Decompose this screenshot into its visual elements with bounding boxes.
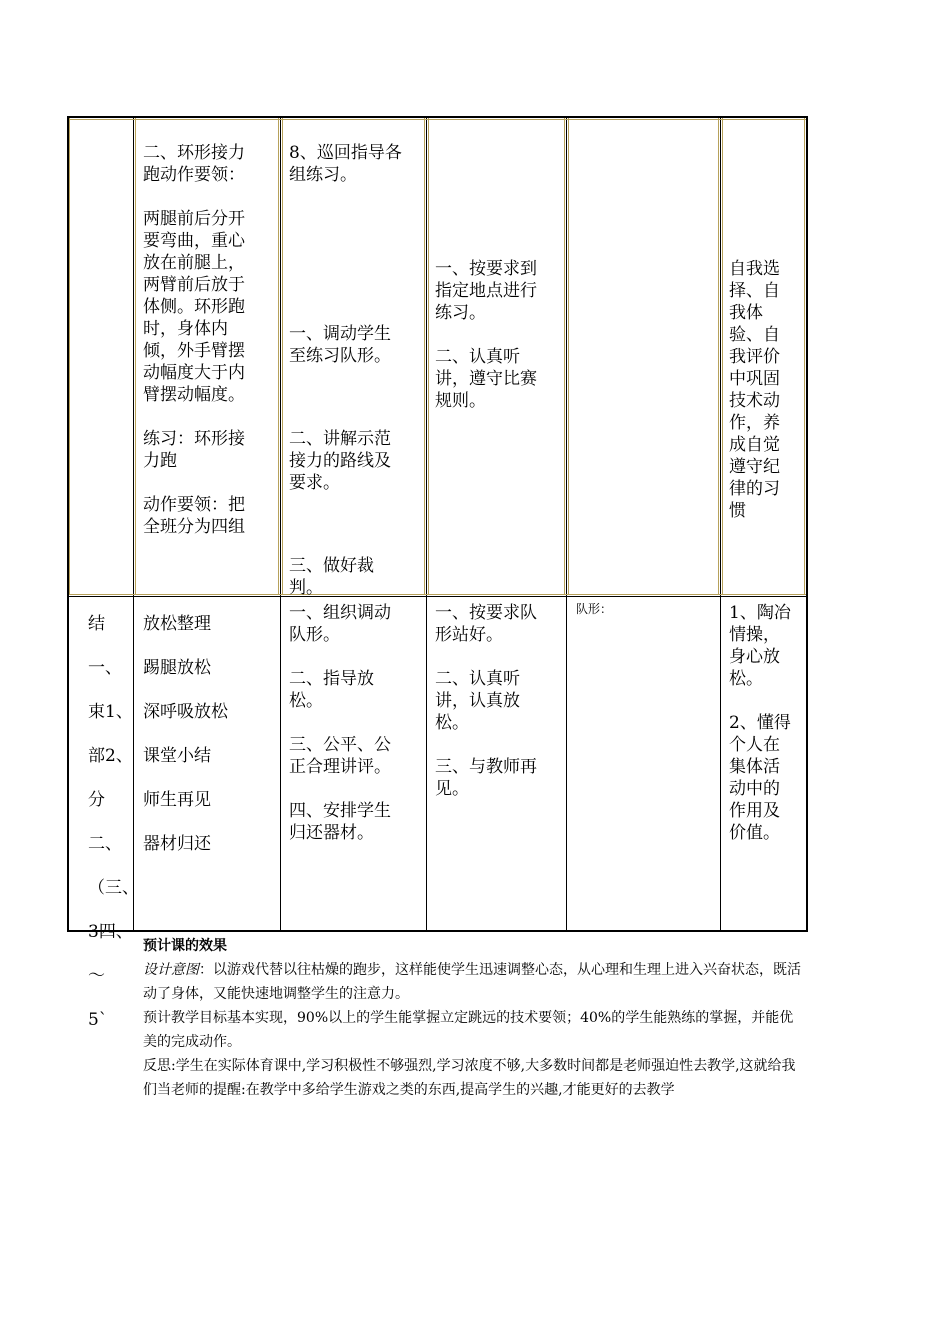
text-line: 价值。	[729, 823, 780, 843]
section-heading: 预计课的效果	[143, 938, 227, 954]
text-line: 部2、	[88, 746, 133, 766]
text-line: 规则。	[435, 391, 486, 411]
row1-gold-line	[69, 118, 70, 595]
row1-col3-item3	[289, 555, 424, 599]
text-line: 四、安排学生	[289, 801, 391, 821]
row1-col3-item1	[289, 323, 424, 367]
text-line: 形站好。	[435, 625, 503, 645]
text-line: 见。	[435, 779, 469, 799]
text-line: 二、认真听	[435, 347, 520, 367]
row1-gold-line	[718, 118, 719, 595]
text-line: 3四、	[88, 922, 133, 942]
design-intent-text: ：以游戏代替以往枯燥的跑步，这样能使学生迅速调整心态，从心理和生理上进入兴奋状态，既活动了身体，又能快速地调整学生的注意力。	[143, 962, 801, 1002]
row1-gold-line	[135, 118, 136, 595]
text-line: 择、自	[729, 281, 780, 301]
table-top-border	[67, 116, 808, 118]
text-line: 归还器材。	[289, 823, 374, 843]
text-line: 跑动作要领：	[143, 165, 245, 185]
row2-col3-content	[289, 602, 424, 844]
text-line: 遵守纪	[729, 457, 780, 477]
expectation-paragraph: 预计教学目标基本实现，90%以上的学生能掌握立定跳远的技术要领；40%的学生能熟练的掌握，并能优美的完成动作。	[143, 1010, 794, 1050]
text-line: 成自觉	[729, 435, 780, 455]
row1-col3-item8	[289, 142, 424, 186]
text-line: 2、懂得	[729, 713, 791, 733]
text-line: 一、按要求队	[435, 603, 537, 623]
row1-gold-line	[282, 118, 283, 595]
text-line: 队形。	[289, 625, 340, 645]
row1-col3-item2	[289, 428, 424, 494]
text-line: 组练习。	[289, 165, 357, 185]
text-line: ～	[88, 966, 105, 986]
text-line: 两臂前后放于	[143, 275, 245, 295]
text-line: 判。	[289, 578, 323, 598]
text-line: 一、按要求到	[435, 259, 537, 279]
text-line: 力跑	[143, 451, 177, 471]
text-line: 器材归还	[143, 834, 211, 854]
text-line: 动作要领：把	[143, 495, 245, 515]
row2-col1-content	[88, 602, 138, 1042]
text-line: 体侧。环形跑	[143, 297, 245, 317]
text-line: 律的习	[729, 479, 780, 499]
text-line: 臂摆动幅度。	[143, 385, 245, 405]
col-separator	[720, 118, 721, 930]
text-line: 指定地点进行	[435, 281, 537, 301]
row1-gold-line	[278, 118, 279, 595]
text-line: 两腿前后分开	[143, 209, 245, 229]
text-line: 8、巡回指导各	[289, 143, 402, 163]
text-line: 自我选	[729, 259, 780, 279]
row1-gold-line	[428, 118, 429, 595]
text-line: 集体活	[729, 757, 780, 777]
text-line: 二、指导放	[289, 669, 374, 689]
text-line: 时，身体内	[143, 319, 228, 339]
row2-col2-content	[143, 602, 273, 866]
text-line: 讲，遵守比赛	[435, 369, 537, 389]
text-line: 技术动	[729, 391, 780, 411]
text-line: 二、讲解示范	[289, 429, 391, 449]
table-bottom-border	[67, 930, 808, 932]
text-line: 1、陶冶	[729, 603, 791, 623]
text-line: 动中的	[729, 779, 780, 799]
table-right-border	[806, 116, 808, 932]
text-line: 二、认真听	[435, 669, 520, 689]
text-line: 要求。	[289, 473, 340, 493]
text-line: 全班分为四组	[143, 517, 245, 537]
text-line: 中巩固	[729, 369, 780, 389]
text-line: 作，养	[729, 413, 780, 433]
text-line: 束1、	[88, 702, 133, 722]
text-line: 深呼吸放松	[143, 702, 228, 722]
text-line: 至练习队形。	[289, 346, 391, 366]
text-line: 身心放	[729, 647, 780, 667]
text-line: 个人在	[729, 735, 780, 755]
col-separator	[566, 118, 567, 930]
text-line: 放松整理	[143, 614, 211, 634]
row2-col6-content	[729, 602, 804, 844]
design-intent-label: 设计意图	[143, 962, 199, 978]
text-line: 二、环形接力	[143, 143, 245, 163]
text-line: 课堂小结	[143, 746, 211, 766]
col-separator	[280, 118, 281, 930]
text-line: 放在前腿上，	[143, 253, 245, 273]
text-line: 倾，外手臂摆	[143, 341, 245, 361]
design-intent-paragraph	[143, 958, 803, 1006]
row1-gold-top	[69, 119, 806, 120]
row2-col4-content	[435, 602, 565, 800]
text-line: 动幅度大于内	[143, 363, 245, 383]
text-line: 师生再见	[143, 790, 211, 810]
row1-gold-line	[424, 118, 425, 595]
text-line: （三、	[88, 878, 139, 898]
col-separator	[426, 118, 427, 930]
row1-gold-line	[722, 118, 723, 595]
row1-gold-bottom	[69, 594, 806, 595]
text-line: 三、与教师再	[435, 757, 537, 777]
text-line: 验、自	[729, 325, 780, 345]
text-line: 接力的路线及	[289, 451, 391, 471]
row1-gold-line	[804, 118, 805, 595]
text-line: 三、公平、公	[289, 735, 391, 755]
row1-gold-line	[568, 118, 569, 595]
text-line: 讲，认真放	[435, 691, 520, 711]
row1-col2-content	[143, 142, 273, 538]
text-line: 一、组织调动	[289, 603, 391, 623]
row-separator	[67, 596, 808, 597]
text-line: 结一、	[88, 614, 122, 678]
formation-label: 队形：	[576, 602, 613, 616]
text-line: 松。	[435, 713, 469, 733]
text-line: 三、做好裁	[289, 556, 374, 576]
text-line: 踢腿放松	[143, 658, 211, 678]
text-line: 一、调动学生	[289, 324, 391, 344]
text-line: 松。	[729, 669, 763, 689]
text-line: 作用及	[729, 801, 780, 821]
row1-col4-content	[435, 258, 565, 412]
text-line: 练习。	[435, 303, 486, 323]
text-line: 惯	[729, 501, 746, 521]
text-line: 练习：环形接	[143, 429, 245, 449]
text-line: 情操，	[729, 625, 780, 645]
lesson-effect-section	[143, 934, 803, 1102]
row1-col6-content	[729, 258, 801, 522]
text-line: 我评价	[729, 347, 780, 367]
text-line: 正合理讲评。	[289, 757, 391, 777]
text-line: 要弯曲，重心	[143, 231, 245, 251]
text-line: 我体	[729, 303, 763, 323]
reflection-paragraph: 反思:学生在实际体育课中,学习积极性不够强烈,学习浓度不够,大多数时间都是老师强迫性去教学,这就给我们当老师的提醒:在教学中多给学生游戏之类的东西,提高学生的兴趣,才能更好的去教学	[143, 1058, 796, 1098]
text-line: 松。	[289, 691, 323, 711]
text-line: 分二、	[88, 790, 122, 854]
text-line: 5`	[88, 1010, 108, 1030]
